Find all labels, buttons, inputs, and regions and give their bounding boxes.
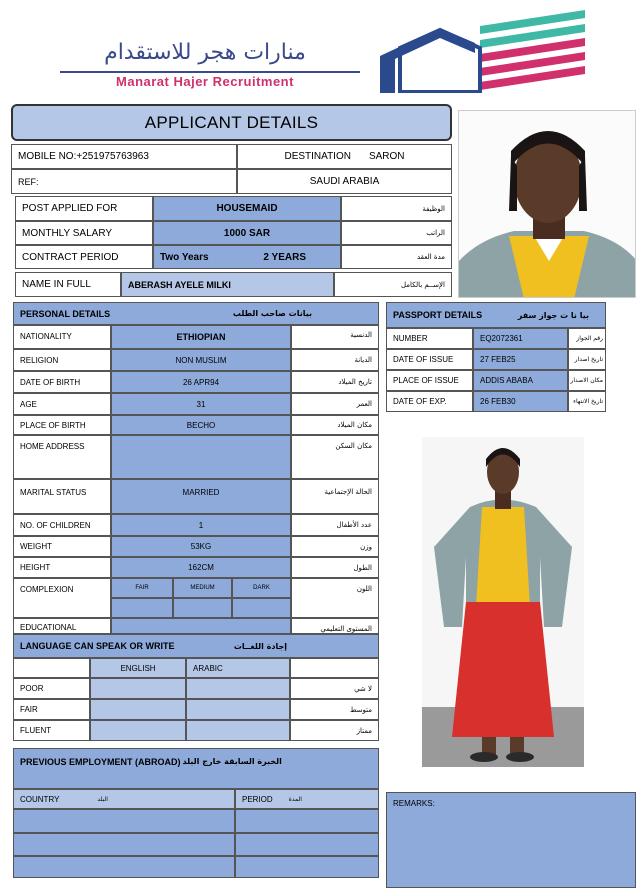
fair-label: FAIR (13, 699, 90, 720)
contract-value-caps: 2 YEARS (263, 251, 306, 263)
pob-label: PLACE OF BIRTH (13, 415, 111, 435)
pob-value: BECHO (111, 415, 291, 435)
destination-value: SARON (368, 151, 405, 162)
education-arabic: المستوى التعليمي (291, 618, 379, 634)
marital-value: MARRIED (111, 479, 291, 514)
weight-arabic: وزن (291, 536, 379, 557)
complexion-dark: DARK (232, 578, 291, 598)
language-corner (13, 658, 90, 678)
poor-label: POOR (13, 678, 90, 699)
period-label: PERIOD (242, 794, 273, 804)
employment-country-header (13, 789, 235, 809)
marital-arabic: الحالة الإجتماعية (291, 479, 379, 514)
contract-arabic: مدة العقد (341, 245, 452, 269)
fair-arabic-label: متوسط (290, 699, 379, 720)
personal-details-header (13, 302, 379, 325)
weight-value: 53KG (111, 536, 291, 557)
poor-arabic-label: لا شي (290, 678, 379, 699)
poor-arabic (186, 678, 290, 699)
dob-value: 26 APR94 (111, 371, 291, 393)
name-label: NAME IN FULL (15, 272, 121, 297)
ref-label: REF: (11, 169, 237, 194)
language-header (13, 634, 379, 658)
employment-header-arabic: الخبرة السابقة خارج البلد (182, 757, 282, 766)
passport-exp-value: 26 FEB30 (473, 391, 568, 412)
dob-arabic: تاريخ الميلاد (291, 371, 379, 393)
nationality-label: NATIONALITY (13, 325, 111, 349)
nationality-arabic: الدنسية (291, 325, 379, 349)
applicant-photo-fullbody (422, 437, 584, 767)
religion-arabic: الديانة (291, 349, 379, 371)
passport-issue-arabic: تاريخ اصدار (568, 349, 606, 370)
complexion-label: COMPLEXION (13, 578, 111, 618)
children-arabic: عدد الأطفال (291, 514, 379, 536)
passport-header-arabic: بيا نا ت جواز سفر (517, 310, 589, 320)
age-value: 31 (111, 393, 291, 415)
employment-row-1-period (235, 809, 379, 833)
employment-row-3-country (13, 856, 235, 878)
ref-value: SAUDI ARABIA (237, 169, 452, 194)
age-arabic: العمر (291, 393, 379, 415)
complexion-arabic: اللون (291, 578, 379, 618)
nationality-value: ETHIOPIAN (111, 325, 291, 349)
address-arabic: مكان السكن (291, 435, 379, 479)
personal-header-label: PERSONAL DETAILS (20, 308, 111, 319)
passport-number-label: NUMBER (386, 328, 473, 349)
height-label: HEIGHT (13, 557, 111, 578)
poor-english (90, 678, 186, 699)
dob-label: DATE OF BIRTH (13, 371, 111, 393)
personal-header-arabic: بيانات صاحب الطلب (232, 309, 312, 318)
height-value: 162CM (111, 557, 291, 578)
contract-value (153, 245, 341, 269)
fair-english (90, 699, 186, 720)
employment-header-label: PREVIOUS EMPLOYMENT (ABROAD) (20, 757, 181, 767)
page-title-box (11, 104, 452, 141)
name-value: ABERASH AYELE MILKI (121, 272, 334, 297)
pob-arabic: مكان الميلاد (291, 415, 379, 435)
children-value: 1 (111, 514, 291, 536)
complexion-fair: FAIR (111, 578, 173, 598)
fluent-arabic (186, 720, 290, 741)
religion-value: NON MUSLIM (111, 349, 291, 371)
employment-header (13, 748, 379, 789)
employment-row-3-period (235, 856, 379, 878)
marital-label: MARITAL STATUS (13, 479, 111, 514)
logo-english-text: Manarat Hajer Recruitment (116, 74, 294, 89)
employment-period-header (235, 789, 379, 809)
education-label: EDUCATIONAL (13, 618, 111, 634)
country-arabic: البلد (97, 795, 108, 803)
children-label: NO. OF CHILDREN (13, 514, 111, 536)
passport-header-label: PASSPORT DETAILS (393, 310, 483, 320)
passport-place-arabic: مكان الاصدار (568, 370, 606, 391)
logo-underline (60, 71, 360, 73)
passport-issue-label: DATE OF ISSUE (386, 349, 473, 370)
weight-label: WEIGHT (13, 536, 111, 557)
salary-arabic: الراتب (341, 221, 452, 245)
language-header-label: LANGUAGE CAN SPEAK OR WRITE (20, 641, 175, 651)
employment-row-2-period (235, 833, 379, 856)
address-label: HOME ADDRESS (13, 435, 111, 479)
remarks-label: REMARKS: (393, 799, 435, 808)
address-value (111, 435, 291, 479)
name-arabic: الإســم بالكامل (334, 272, 452, 297)
remarks-box (386, 792, 636, 888)
height-arabic: الطول (291, 557, 379, 578)
passport-issue-value: 27 FEB25 (473, 349, 568, 370)
applicant-photo-headshot (458, 110, 636, 298)
language-header-arabic: إجادة اللغــات (233, 641, 287, 651)
employment-row-1-country (13, 809, 235, 833)
fair-arabic (186, 699, 290, 720)
fullbody-figure (422, 437, 584, 767)
post-value: HOUSEMAID (153, 196, 341, 221)
fluent-label: FLUENT (13, 720, 90, 741)
passport-number-value: EQ2072361 (473, 328, 568, 349)
passport-place-value: ADDIS ABABA (473, 370, 568, 391)
contract-label: CONTRACT PERIOD (15, 245, 153, 269)
passport-header (386, 302, 606, 328)
logo-house-icon (380, 8, 590, 93)
passport-exp-arabic: تاريخ الانتهاء (568, 391, 606, 412)
employment-row-2-country (13, 833, 235, 856)
logo-arabic-text: منارات هجر للاستقدام (104, 40, 306, 65)
post-arabic: الوظيفة (341, 196, 452, 221)
mobile-field: MOBILE NO:+251975763963 (11, 144, 237, 169)
complexion-dark-box (232, 598, 291, 618)
fluent-english (90, 720, 186, 741)
period-arabic: المدة (288, 795, 302, 803)
logo (50, 8, 640, 98)
passport-exp-label: DATE OF EXP. (386, 391, 473, 412)
headshot-figure (459, 111, 636, 298)
language-english-header: ENGLISH (90, 658, 186, 678)
contract-value-words: Two Years (160, 251, 209, 263)
page-title: APPLICANT DETAILS (144, 112, 319, 132)
language-corner-right (290, 658, 379, 678)
country-label: COUNTRY (20, 794, 60, 804)
education-value (111, 618, 291, 634)
fluent-arabic-label: ممتاز (290, 720, 379, 741)
destination-label: DESTINATION (284, 151, 351, 162)
religion-label: RELIGION (13, 349, 111, 371)
age-label: AGE (13, 393, 111, 415)
complexion-medium-box (173, 598, 232, 618)
salary-label: MONTHLY SALARY (15, 221, 153, 245)
language-arabic-header: ARABIC (186, 658, 290, 678)
complexion-fair-box (111, 598, 173, 618)
salary-value: 1000 SAR (153, 221, 341, 245)
post-label: POST APPLIED FOR (15, 196, 153, 221)
passport-number-arabic: رقم الجواز (568, 328, 606, 349)
complexion-medium: MEDIUM (173, 578, 232, 598)
passport-place-label: PLACE OF ISSUE (386, 370, 473, 391)
destination-field (237, 144, 452, 169)
